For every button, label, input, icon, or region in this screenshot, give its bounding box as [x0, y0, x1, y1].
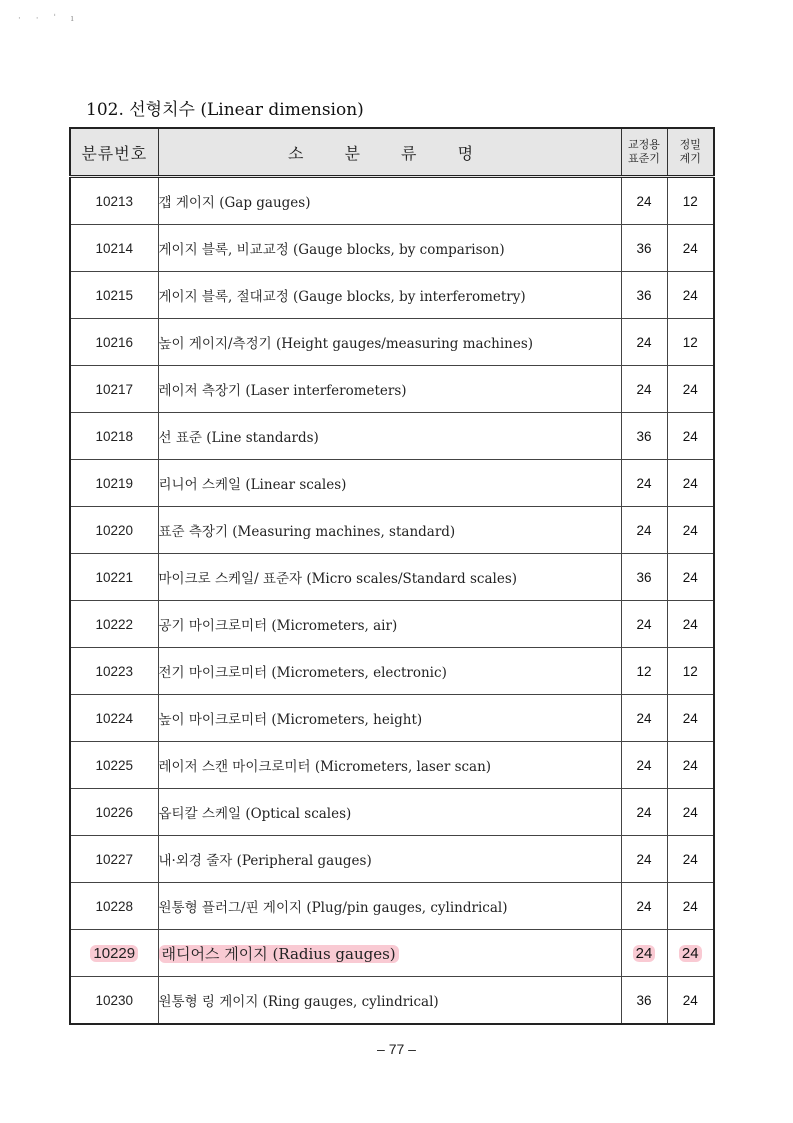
scan-artifact: · · ˈ ı	[18, 14, 80, 24]
cell-reference-cycle	[621, 177, 667, 225]
cell-reference-cycle-text: 12	[636, 663, 652, 679]
cell-reference-cycle	[621, 601, 667, 648]
cell-precision-cycle-text: 24	[682, 381, 698, 397]
cell-reference-cycle	[621, 836, 667, 883]
cell-reference-cycle	[621, 695, 667, 742]
cell-reference-cycle-text: 24	[633, 945, 656, 962]
cell-reference-cycle	[621, 930, 667, 977]
cell-code-text: 10217	[95, 381, 134, 397]
cell-precision-cycle	[667, 366, 714, 413]
cell-precision-cycle	[667, 225, 714, 272]
cell-precision-cycle	[667, 272, 714, 319]
cell-code-text: 10221	[95, 569, 134, 585]
cell-code	[70, 648, 158, 695]
cell-precision-cycle	[667, 648, 714, 695]
cell-name	[158, 413, 621, 460]
cell-precision-cycle	[667, 460, 714, 507]
cell-precision-cycle	[667, 601, 714, 648]
cell-name	[158, 366, 621, 413]
cell-code-text: 10216	[95, 334, 134, 350]
cell-name-text: 래디어스 게이지 (Radius gauges)	[159, 945, 399, 963]
cell-code-text: 10220	[95, 522, 134, 538]
cell-reference-cycle	[621, 883, 667, 930]
cell-code	[70, 413, 158, 460]
cell-precision-cycle-text: 24	[682, 992, 698, 1008]
cell-precision-cycle-text: 24	[682, 240, 698, 256]
cell-name	[158, 177, 621, 225]
cell-name-text: 리니어 스케일 (Linear scales)	[158, 477, 347, 493]
cell-reference-cycle-text: 24	[636, 804, 652, 820]
header-precision-line1: 정밀	[679, 138, 701, 151]
cell-reference-cycle-text: 24	[636, 898, 652, 914]
cell-reference-cycle-text: 24	[636, 475, 652, 491]
cell-precision-cycle-text: 24	[682, 710, 698, 726]
cell-name	[158, 272, 621, 319]
cell-precision-cycle	[667, 977, 714, 1025]
table-row	[70, 601, 714, 648]
table-row	[70, 883, 714, 930]
cell-precision-cycle-text: 24	[682, 757, 698, 773]
cell-code-text: 10214	[95, 240, 134, 256]
cell-code-text: 10227	[95, 851, 134, 867]
cell-name	[158, 883, 621, 930]
cell-name-text: 옵티칼 스케일 (Optical scales)	[158, 806, 352, 822]
cell-reference-cycle-text: 36	[636, 428, 652, 444]
table-row	[70, 695, 714, 742]
cell-name-text: 게이지 블록, 비교교정 (Gauge blocks, by comparison)	[158, 242, 505, 258]
cell-reference-cycle	[621, 413, 667, 460]
cell-reference-cycle	[621, 319, 667, 366]
cell-name-text: 레이저 측장기 (Laser interferometers)	[158, 383, 407, 399]
cell-precision-cycle-text: 12	[682, 334, 698, 350]
table-row	[70, 789, 714, 836]
cell-precision-cycle-text: 24	[682, 804, 698, 820]
cell-reference-cycle	[621, 977, 667, 1025]
header-name: 소 분 류 명	[158, 128, 621, 177]
table-row	[70, 930, 714, 977]
cell-precision-cycle-text: 24	[682, 522, 698, 538]
cell-name-text: 표준 측장기 (Measuring machines, standard)	[158, 524, 456, 540]
cell-reference-cycle	[621, 225, 667, 272]
table-row	[70, 272, 714, 319]
cell-name	[158, 742, 621, 789]
cell-precision-cycle	[667, 413, 714, 460]
cell-reference-cycle-text: 36	[636, 240, 652, 256]
cell-name	[158, 789, 621, 836]
cell-reference-cycle-text: 24	[636, 851, 652, 867]
cell-code-text: 10218	[95, 428, 134, 444]
cell-code	[70, 930, 158, 977]
cell-code	[70, 554, 158, 601]
header-code: 분류번호	[70, 128, 158, 177]
cell-reference-cycle-text: 24	[636, 193, 652, 209]
cell-code	[70, 507, 158, 554]
cell-code-text: 10226	[95, 804, 134, 820]
cell-name	[158, 695, 621, 742]
cell-code-text: 10213	[95, 193, 134, 209]
table-row	[70, 648, 714, 695]
cell-precision-cycle-text: 24	[682, 287, 698, 303]
header-precision-line2: 계기	[679, 152, 701, 165]
table-row	[70, 319, 714, 366]
table-row	[70, 460, 714, 507]
table-row	[70, 507, 714, 554]
cell-precision-cycle	[667, 554, 714, 601]
cell-precision-cycle	[667, 742, 714, 789]
cell-code	[70, 836, 158, 883]
cell-precision-cycle	[667, 507, 714, 554]
cell-code	[70, 695, 158, 742]
table-row	[70, 836, 714, 883]
table-row	[70, 413, 714, 460]
cell-name	[158, 601, 621, 648]
cell-code-text: 10222	[95, 616, 134, 632]
cell-precision-cycle-text: 12	[682, 193, 698, 209]
cell-reference-cycle-text: 36	[636, 992, 652, 1008]
section-title: 102. 선형치수 (Linear dimension)	[86, 100, 364, 120]
cell-precision-cycle	[667, 836, 714, 883]
cell-reference-cycle	[621, 789, 667, 836]
cell-name-text: 내·외경 줄자 (Peripheral gauges)	[158, 853, 372, 869]
cell-precision-cycle-text: 24	[682, 428, 698, 444]
cell-name	[158, 648, 621, 695]
cell-code	[70, 366, 158, 413]
cell-name	[158, 225, 621, 272]
header-reference-standard	[621, 128, 667, 177]
cell-reference-cycle-text: 24	[636, 616, 652, 632]
cell-code	[70, 883, 158, 930]
cell-reference-cycle	[621, 272, 667, 319]
cell-name-text: 전기 마이크로미터 (Micrometers, electronic)	[158, 665, 447, 681]
cell-name-text: 공기 마이크로미터 (Micrometers, air)	[158, 618, 398, 634]
cell-reference-cycle	[621, 554, 667, 601]
cell-name-text: 원통형 링 게이지 (Ring gauges, cylindrical)	[158, 994, 439, 1010]
cell-reference-cycle	[621, 507, 667, 554]
cell-name	[158, 554, 621, 601]
header-precision-instrument	[667, 128, 714, 177]
table-row	[70, 977, 714, 1025]
table-row	[70, 177, 714, 225]
cell-code	[70, 977, 158, 1025]
cell-code	[70, 319, 158, 366]
cell-code-text: 10229	[90, 945, 138, 962]
cell-code	[70, 460, 158, 507]
cell-code-text: 10224	[95, 710, 134, 726]
cell-name-text: 레이저 스캔 마이크로미터 (Micrometers, laser scan)	[158, 759, 492, 775]
cell-precision-cycle	[667, 319, 714, 366]
cell-name-text: 높이 마이크로미터 (Micrometers, height)	[158, 712, 423, 728]
cell-reference-cycle-text: 24	[636, 710, 652, 726]
cell-code	[70, 272, 158, 319]
cell-precision-cycle	[667, 883, 714, 930]
cell-code	[70, 601, 158, 648]
cell-name-text: 마이크로 스케일/ 표준자 (Micro scales/Standard scales)	[158, 571, 518, 587]
cell-reference-cycle	[621, 648, 667, 695]
cell-name-text: 높이 게이지/측정기 (Height gauges/measuring machines)	[158, 336, 534, 352]
cell-name-text: 게이지 블록, 절대교정 (Gauge blocks, by interferometry)	[158, 289, 526, 305]
cell-reference-cycle-text: 24	[636, 522, 652, 538]
header-reference-line2: 표준기	[628, 152, 660, 165]
cell-reference-cycle-text: 24	[636, 757, 652, 773]
cell-precision-cycle-text: 24	[682, 616, 698, 632]
cell-name	[158, 836, 621, 883]
cell-name	[158, 507, 621, 554]
cell-code	[70, 177, 158, 225]
table-row	[70, 225, 714, 272]
cell-code-text: 10223	[95, 663, 134, 679]
cell-code-text: 10219	[95, 475, 134, 491]
cell-precision-cycle	[667, 177, 714, 225]
page-number: – 77 –	[377, 1041, 416, 1057]
cell-code	[70, 789, 158, 836]
table-row	[70, 742, 714, 789]
cell-reference-cycle	[621, 460, 667, 507]
cell-name	[158, 319, 621, 366]
cell-precision-cycle	[667, 930, 714, 977]
cell-name	[158, 977, 621, 1025]
cell-precision-cycle-text: 24	[682, 475, 698, 491]
linear-dimension-table	[69, 127, 715, 1025]
cell-precision-cycle-text: 24	[682, 569, 698, 585]
header-reference-line1: 교정용	[628, 138, 660, 151]
cell-reference-cycle-text: 36	[636, 569, 652, 585]
cell-name-text: 갭 게이지 (Gap gauges)	[158, 195, 311, 211]
cell-precision-cycle-text: 24	[682, 898, 698, 914]
table-row	[70, 366, 714, 413]
cell-precision-cycle	[667, 789, 714, 836]
table-header-row	[70, 128, 714, 177]
table-row	[70, 554, 714, 601]
cell-code-text: 10215	[95, 287, 134, 303]
cell-precision-cycle	[667, 695, 714, 742]
cell-code	[70, 225, 158, 272]
cell-reference-cycle-text: 36	[636, 287, 652, 303]
cell-name	[158, 930, 621, 977]
cell-code	[70, 742, 158, 789]
cell-reference-cycle-text: 24	[636, 381, 652, 397]
cell-code-text: 10230	[95, 992, 134, 1008]
cell-reference-cycle-text: 24	[636, 334, 652, 350]
cell-reference-cycle	[621, 366, 667, 413]
cell-reference-cycle	[621, 742, 667, 789]
cell-name-text: 선 표준 (Line standards)	[158, 430, 319, 446]
cell-precision-cycle-text: 12	[682, 663, 698, 679]
cell-name	[158, 460, 621, 507]
cell-code-text: 10225	[95, 757, 134, 773]
cell-name-text: 원통형 플러그/핀 게이지 (Plug/pin gauges, cylindrical)	[158, 900, 508, 916]
cell-code-text: 10228	[95, 898, 134, 914]
cell-precision-cycle-text: 24	[682, 851, 698, 867]
cell-precision-cycle-text: 24	[679, 945, 702, 962]
